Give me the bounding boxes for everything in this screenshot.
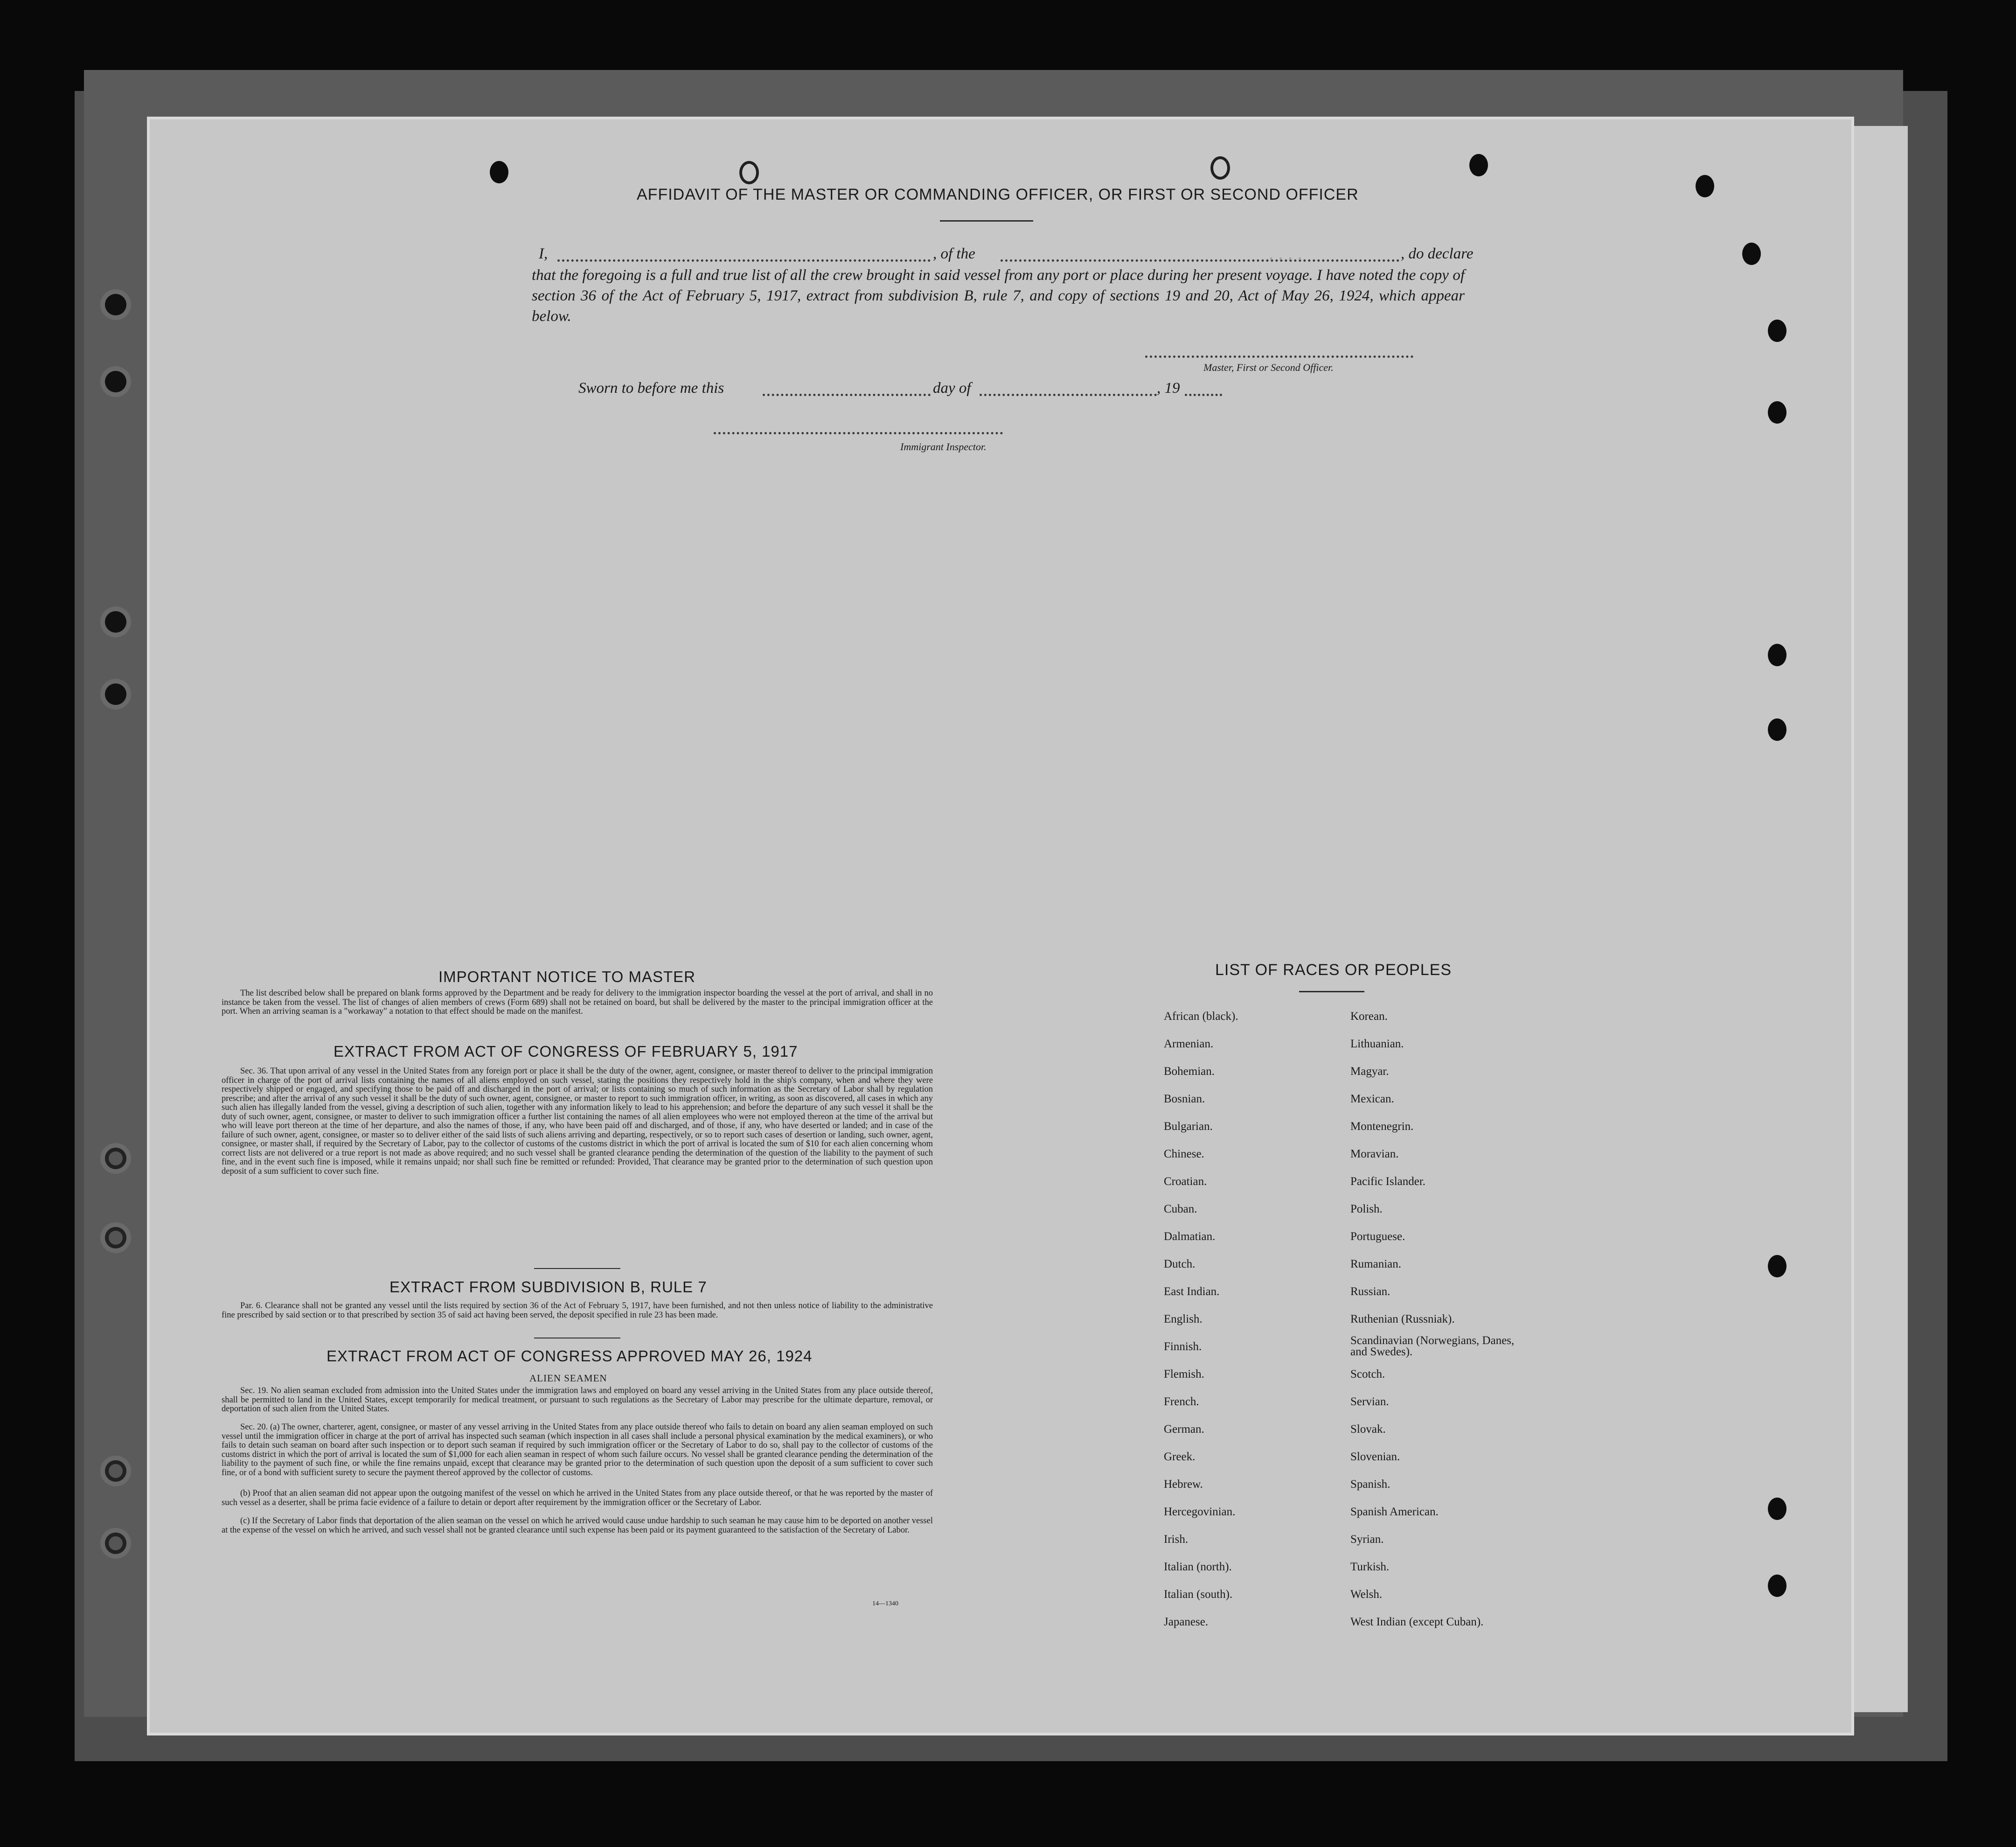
sworn-label: Sworn to before me this — [578, 380, 724, 397]
affidavit-title: AFFIDAVIT OF THE MASTER OR COMMANDING OFFICER, OR FIRST OR SECOND OFFICER — [637, 186, 1359, 203]
race-item: French. — [1164, 1395, 1199, 1408]
race-item: Japanese. — [1164, 1616, 1209, 1628]
punch-hole — [1768, 320, 1787, 342]
race-item: Dalmatian. — [1164, 1230, 1216, 1243]
race-item: Hercegovinian. — [1164, 1505, 1236, 1518]
race-item: Flemish. — [1164, 1368, 1204, 1380]
races-title: LIST OF RACES OR PEOPLES — [1215, 961, 1452, 979]
affidavit-i-label: I, — [539, 245, 548, 262]
race-item: Finnish. — [1164, 1340, 1202, 1353]
extract-1924-sec20b: (b) Proof that an alien seaman did not appear upon the outgoing manifest of the vessel on which he arrived in the United States from any place outside thereof, or that he was reported by the master of such vessel as a deserter, shall be prima facie evidence of a failure to detain or deport after requirement by the immigration officer or the Secretary of Labor. — [222, 1489, 933, 1507]
race-item: Spanish American. — [1350, 1505, 1439, 1518]
race-item: Cuban. — [1164, 1203, 1197, 1215]
extract-1917-text: Sec. 36. That upon arrival of any vessel in the United States from any foreign port or place it shall be the duty of the owner, agent, consignee, or master thereof to deliver to the principal immigration officer in charge of the port of arrival lists containing the names of all aliens employed on such vessel, stating the positions they respectively hold in the ship's company, when and where they were respectively shipped or engaged, and specifying those to be paid off and discharged in the port of arrival; or lists containing so much of such information as the Secretary of Labor shall by regulation prescribe; and after the arrival of any such vessel it shall be the duty of such owner, agent, consignee, or master to report to such immigration officer, in writing, as soon as discovered, all cases in which any such alien has illegally landed from the vessel, giving a description of such alien, together with any information likely to lead to his apprehension; and before the departure of any such vessel it shall be the duty of such owner, agent, consignee, or master to deliver to such immigration officer a further list containing the names of all alien employees who were not employed thereon at the time of the arrival but who will leave port thereon at the time of her departure, and also the names of those, if any, who have been paid off and discharged, and of those, if any, who have deserted or landed; and in case of the failure of such owner, agent, consignee, or master so to deliver either of the said lists of such aliens arriving and departing, respectively, or so to report such cases of desertion or landing, such owner, agent, consignee, or master shall, if required by the Secretary of Labor, pay to the collector of customs of the customs district in which the port of arrival is located the sum of $10 for each alien concerning whom correct lists are not delivered or a true report is not made as above required; and no such vessel shall be granted clearance pending the determination of the question of the liability to the payment of such fine, and in the event such fine is imposed, while it remains unpaid; nor shall such fine be remitted or refunded: Provided, That clearance may be granted prior to the determination of such question upon deposit of a sum sufficient to cover such fine. — [222, 1066, 933, 1176]
document-page — [147, 117, 1854, 1735]
race-item: Bulgarian. — [1164, 1120, 1213, 1133]
notice-title: IMPORTANT NOTICE TO MASTER — [438, 968, 696, 985]
punch-hole — [1696, 175, 1714, 197]
race-item: Croatian. — [1164, 1175, 1207, 1188]
sworn-day-blank[interactable] — [763, 394, 931, 396]
race-item: English. — [1164, 1313, 1203, 1325]
punch-hole — [1469, 154, 1488, 176]
extract-rule7-title: EXTRACT FROM SUBDIVISION B, RULE 7 — [389, 1278, 707, 1296]
sworn-year-blank[interactable] — [1185, 394, 1222, 396]
extract-1924-title: EXTRACT FROM ACT OF CONGRESS APPROVED MAY 26, 1924 — [327, 1347, 813, 1365]
race-item: Irish. — [1164, 1533, 1189, 1546]
vessel-blank[interactable] — [1001, 259, 1399, 262]
title-underline — [940, 220, 1033, 222]
race-item: Scotch. — [1350, 1368, 1385, 1380]
race-item: Moravian. — [1350, 1148, 1399, 1160]
race-item: Pacific Islander. — [1350, 1175, 1426, 1188]
binder-hole — [105, 1460, 126, 1482]
affidavit-do-declare-label: , do declare — [1401, 245, 1474, 262]
punch-hole — [1742, 243, 1761, 265]
race-item: Spanish. — [1350, 1478, 1390, 1491]
punch-hole — [1768, 1255, 1787, 1277]
extract-rule7-text: Par. 6. Clearance shall not be granted any vessel until the lists required by section 36 of the Act of February 5, 1917, have been furnished, and not then unless notice of liability to the administrative fine prescribed by said section or to that prescribed by section 35 of said act having been served, the deposit specified in rule 23 has been made. — [222, 1301, 933, 1320]
race-item: Italian (north). — [1164, 1561, 1232, 1573]
punch-hole — [490, 161, 508, 183]
race-item: Slovak. — [1350, 1423, 1386, 1436]
inspector-label: Immigrant Inspector. — [900, 441, 987, 453]
race-item: Rumanian. — [1350, 1258, 1402, 1270]
race-item: Syrian. — [1350, 1533, 1384, 1546]
inspector-signature-blank[interactable] — [714, 432, 1003, 434]
race-item: West Indian (except Cuban). — [1350, 1616, 1484, 1628]
race-item: Turkish. — [1350, 1561, 1390, 1573]
binder-hole — [105, 1148, 126, 1169]
race-item: Welsh. — [1350, 1588, 1383, 1601]
race-item: Scandinavian (Norwegians, Danes, and Swedes). — [1350, 1334, 1515, 1358]
punch-hole — [1768, 401, 1787, 424]
race-item: Bosnian. — [1164, 1093, 1205, 1105]
race-item: Slovenian. — [1350, 1450, 1400, 1463]
day-of-label: day of — [933, 380, 971, 397]
punch-hole — [739, 161, 759, 184]
extract-1924-sec20c: (c) If the Secretary of Labor finds that deportation of the alien seaman on the vessel on which he arrived would cause undue hardship to such seaman he may cause him to be deported on another vessel at the expense of the vessel on which he arrived, and such vessel shall not be granted clearance until such expense has been paid or its payment guaranteed to the satisfaction of the Secretary of Labor. — [222, 1516, 933, 1535]
extract-1917-title: EXTRACT FROM ACT OF CONGRESS OF FEBRUARY 5, 1917 — [334, 1043, 798, 1060]
punch-hole — [1210, 156, 1230, 180]
bleed-through: .... — [1266, 247, 1305, 265]
race-item: Italian (south). — [1164, 1588, 1233, 1601]
punch-hole — [1768, 1575, 1787, 1597]
punch-hole — [1768, 1498, 1787, 1520]
binder-hole — [105, 294, 126, 315]
race-item: Russian. — [1350, 1285, 1390, 1298]
race-item: Servian. — [1350, 1395, 1389, 1408]
race-item: Mexican. — [1350, 1093, 1394, 1105]
binder-hole — [105, 611, 126, 633]
year-label: , 19 — [1157, 380, 1180, 397]
race-item: Polish. — [1350, 1203, 1383, 1215]
notice-text: The list described below shall be prepared on blank forms approved by the Department and be ready for delivery to the immigration inspector boarding the vessel at the port of arrival, and shall in no instance be taken from the vessel. The list of changes of alien members of crews (Form 689) shall not be retained on board, but shall be delivered by the master to the principal immigration officer at the port. When an arriving seaman is a "workaway" a notation to that effect should be made on the manifest. — [222, 989, 933, 1016]
master-signature-label: Master, First or Second Officer. — [1203, 362, 1334, 373]
race-item: Ruthenian (Russniak). — [1350, 1313, 1455, 1325]
race-item: Greek. — [1164, 1450, 1196, 1463]
divider — [534, 1268, 620, 1269]
race-item: German. — [1164, 1423, 1204, 1436]
binder-hole — [105, 371, 126, 392]
binder-hole — [105, 1533, 126, 1554]
binder-hole — [105, 683, 126, 705]
race-item: Magyar. — [1350, 1065, 1389, 1078]
race-item: Bohemian. — [1164, 1065, 1215, 1078]
races-title-underline — [1299, 991, 1364, 992]
race-item: Portuguese. — [1350, 1230, 1405, 1243]
race-item: African (black). — [1164, 1010, 1238, 1023]
extract-1924-sec20: Sec. 20. (a) The owner, charterer, agent, consignee, or master of any vessel arriving in the United States from any place outside thereof who fails to detain on board any alien seaman employed on such vessel until the immigration officer in charge at the port of arrival has inspected such seaman (which inspection in all cases shall include a personal physical examination by the medical examiners), or who fails to detain such seaman on board after such inspection or to deport such seaman if required by such immigration officer or the Secretary of Labor to do so, shall pay to the collector of customs of the customs district in which the port of arrival is located the sum of $1,000 for each alien seaman in respect of whom such failure occurs. No vessel shall be granted clearance pending the determination of the liability to the payment of such fine, or while the fine remains unpaid, except that clearance may be granted prior to the determination of such question upon the deposit of a sum sufficient to cover such fine, or of a bond with sufficient surety to secure the payment thereof approved by the collector of customs. — [222, 1422, 933, 1478]
extract-1924-sec19: Sec. 19. No alien seaman excluded from admission into the United States under the immigration laws and employed on board any vessel arriving in the United States from any place outside thereof, shall be permitted to land in the United States, except temporarily for medical treatment, or pursuant to such regulations as the Secretary of Labor may prescribe for the ultimate departure, removal, or deportation of such alien from the United States. — [222, 1386, 933, 1414]
extract-1924-subtitle: ALIEN SEAMEN — [529, 1373, 607, 1384]
binder-hole — [105, 1227, 126, 1248]
form-number: 14—1340 — [872, 1600, 898, 1607]
name-blank[interactable] — [557, 259, 931, 262]
race-item: Hebrew. — [1164, 1478, 1203, 1491]
race-item: Lithuanian. — [1350, 1038, 1404, 1050]
punch-hole — [1768, 644, 1787, 666]
race-item: Armenian. — [1164, 1038, 1214, 1050]
race-item: Dutch. — [1164, 1258, 1196, 1270]
race-item: Korean. — [1350, 1010, 1388, 1023]
race-item: Chinese. — [1164, 1148, 1204, 1160]
affidavit-of-the-label: , of the — [933, 245, 975, 262]
punch-hole — [1768, 718, 1787, 741]
affidavit-declaration: that the foregoing is a full and true list of all the crew brought in said vessel from any port or place during her present voyage. I have noted the copy of section 36 of the Act of February 5, 1917, extract from subdivision B, rule 7, and copy of sections 19 and 20, Act of May 26, 1924, which appear below. — [532, 267, 1465, 325]
race-item: East Indian. — [1164, 1285, 1220, 1298]
master-signature-blank[interactable] — [1145, 355, 1413, 358]
sworn-month-blank[interactable] — [980, 394, 1157, 396]
race-item: Montenegrin. — [1350, 1120, 1414, 1133]
